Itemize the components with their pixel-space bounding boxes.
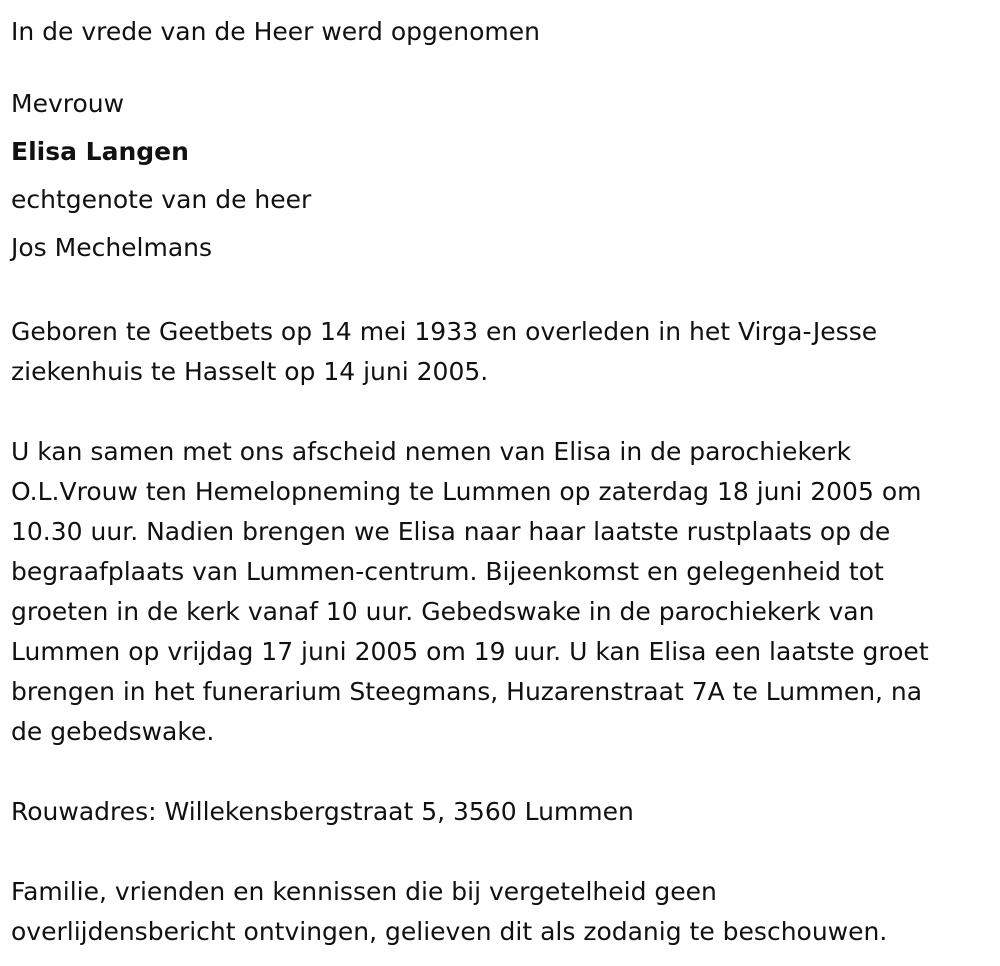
mourning-address: Rouwadres: Willekensbergstraat 5, 3560 Lummen	[11, 797, 634, 826]
paragraph-line: Familie, vrienden en kennissen die bij vergetelheid geen	[11, 877, 717, 906]
paragraph-line: Geboren te Geetbets op 14 mei 1933 en overleden in het Virga-Jesse	[11, 317, 878, 346]
spouse-label: echtgenote van de heer	[11, 185, 312, 214]
birth-death-paragraph	[11, 312, 991, 392]
spouse-name: Jos Mechelmans	[11, 233, 213, 262]
paragraph-line: brengen in het funerarium Steegmans, Huzarenstraat 7A te Lummen, na	[11, 677, 923, 706]
paragraph-line: O.L.Vrouw ten Hemelopneming te Lummen op zaterdag 18 juni 2005 om	[11, 477, 922, 506]
paragraph-line: overlijdensbericht ontvingen, gelieven dit als zodanig te beschouwen.	[11, 917, 888, 946]
closing-paragraph	[11, 872, 991, 952]
paragraph-line: 10.30 uur. Nadien brengen we Elisa naar haar laatste rustplaats op de	[11, 517, 891, 546]
obituary-notice	[11, 8, 991, 952]
intro-line: In de vrede van de Heer werd opgenomen	[11, 17, 540, 46]
paragraph-line: groeten in de kerk vanaf 10 uur. Gebedswake in de parochiekerk van	[11, 597, 875, 626]
paragraph-line: de gebedswake.	[11, 717, 215, 746]
deceased-name: Elisa Langen	[11, 137, 189, 166]
farewell-paragraph	[11, 432, 991, 752]
paragraph-line: Lummen op vrijdag 17 juni 2005 om 19 uur. U kan Elisa een laatste groet	[11, 637, 929, 666]
salutation: Mevrouw	[11, 89, 125, 118]
paragraph-line: U kan samen met ons afscheid nemen van Elisa in de parochiekerk	[11, 437, 852, 466]
paragraph-line: ziekenhuis te Hasselt op 14 juni 2005.	[11, 357, 489, 386]
deceased-block	[11, 80, 991, 272]
paragraph-line: begraafplaats van Lummen-centrum. Bijeenkomst en gelegenheid tot	[11, 557, 884, 586]
